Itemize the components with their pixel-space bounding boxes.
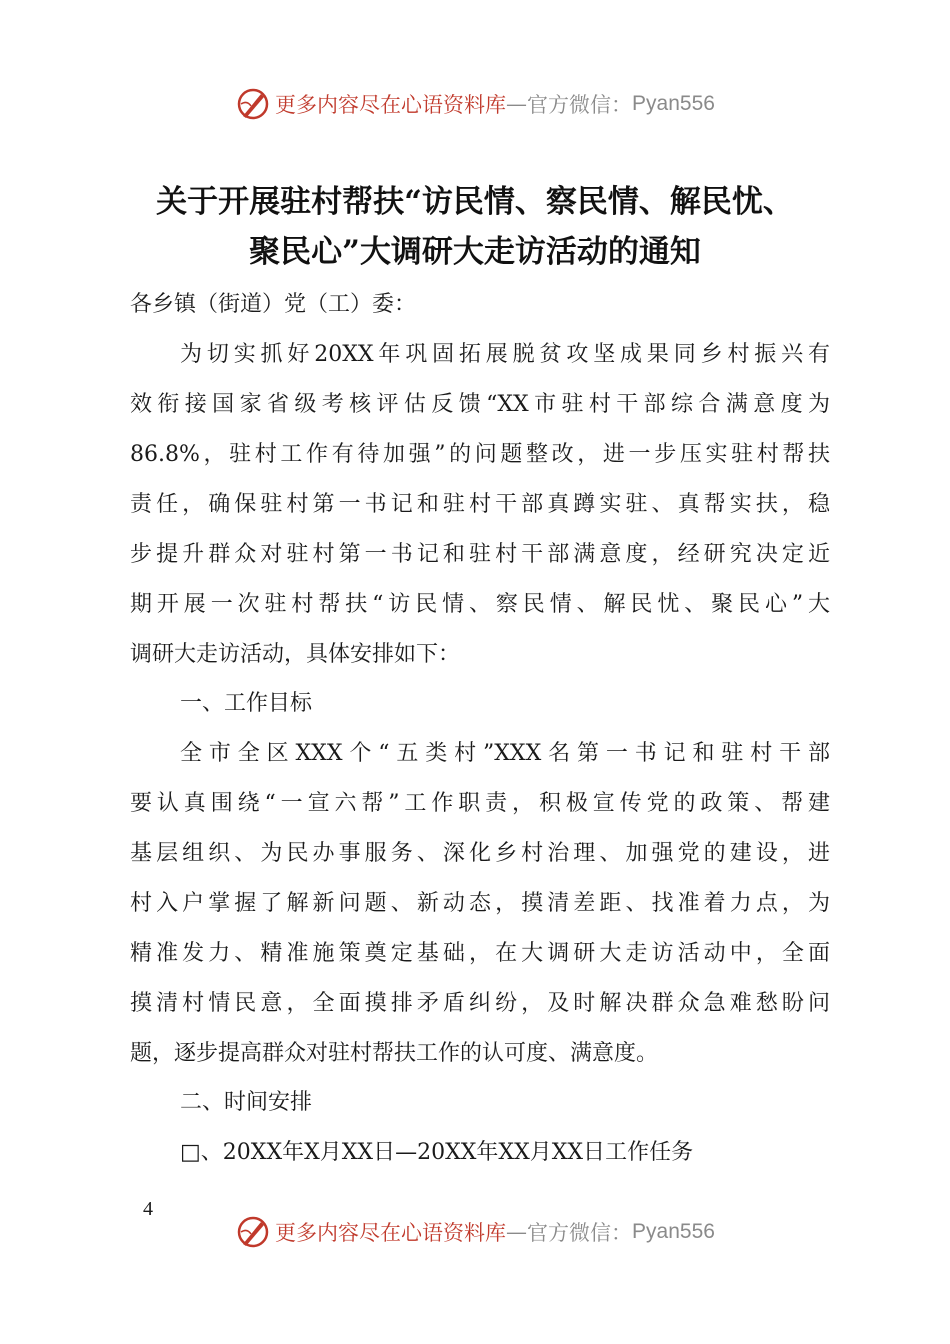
footer-watermark-banner [0, 1212, 950, 1252]
goals-line-6: 摸清村情民意，全面摸排矛盾纠纷，及时解决群众急难愁盼问 [130, 991, 830, 1016]
document-title-line-2: 聚民心”大调研大走访活动的通知 [249, 234, 701, 270]
section-heading-schedule: 二、时间安排 [180, 1090, 313, 1115]
quill-logo-icon [235, 86, 271, 122]
intro-line-2: 效衔接国家省级考核评估反馈“XX市驻村干部综合满意度为 [130, 392, 830, 417]
goals-line-5: 精准发力、精准施策奠定基础，在大调研大走访活动中，全面 [130, 941, 830, 966]
goals-line-1: 全市全区XXX个“五类村”XXX名第一书记和驻村干部 [180, 741, 830, 766]
goals-line-2: 要认真围绕“一宣六帮”工作职责，积极宣传党的政策、帮建 [130, 791, 830, 816]
banner-dash: — [506, 92, 528, 116]
banner-wechat-id: Pyan556 [632, 1220, 715, 1243]
document-title-line-1: 关于开展驻村帮扶“访民情、察民情、解民忧、 [156, 184, 794, 220]
page-number: 4 [143, 1198, 153, 1220]
banner-wechat-label: 官方微信： [527, 1221, 633, 1245]
schedule-item-task-label: 工作任务 [605, 1140, 694, 1165]
banner-wechat-id: Pyan556 [632, 92, 715, 115]
banner-dash: — [506, 1220, 528, 1244]
quill-logo-icon [235, 1214, 271, 1250]
schedule-item [180, 1138, 830, 1168]
header-watermark-banner [0, 84, 950, 124]
goals-line-4: 村入户掌握了解新问题、新动态，摸清差距、找准着力点，为 [130, 891, 830, 916]
salutation: 各乡镇（街道）党（工）委： [130, 292, 417, 317]
banner-site-text: 更多内容尽在心语资料库 [275, 93, 507, 117]
banner-wechat-label: 官方微信： [527, 93, 633, 117]
intro-line-7: 调研大走访活动，具体安排如下： [130, 642, 461, 667]
intro-line-4: 责任，确保驻村第一书记和驻村干部真蹲实驻、真帮实扶，稳 [130, 492, 830, 517]
section-heading-goals: 一、工作目标 [180, 691, 313, 716]
intro-line-1: 为切实抓好20XX年巩固拓展脱贫攻坚成果同乡村振兴有 [180, 342, 830, 367]
banner-site-text: 更多内容尽在心语资料库 [275, 1221, 507, 1245]
goals-line-3: 基层组织、为民办事服务、深化乡村治理、加强党的建设，进 [130, 841, 830, 866]
intro-line-6: 期开展一次驻村帮扶“访民情、察民情、解民忧、聚民心”大 [130, 592, 830, 617]
goals-line-7: 题，逐步提高群众对驻村帮扶工作的认可度、满意度。 [130, 1041, 659, 1066]
schedule-item-date-range: □、20XX年X月XX日—20XX年XX月XX日 [180, 1140, 606, 1165]
intro-line-3: 86.8%，驻村工作有待加强”的问题整改，进一步压实驻村帮扶 [130, 442, 830, 467]
intro-line-5: 步提升群众对驻村第一书记和驻村干部满意度，经研究决定近 [130, 542, 830, 567]
